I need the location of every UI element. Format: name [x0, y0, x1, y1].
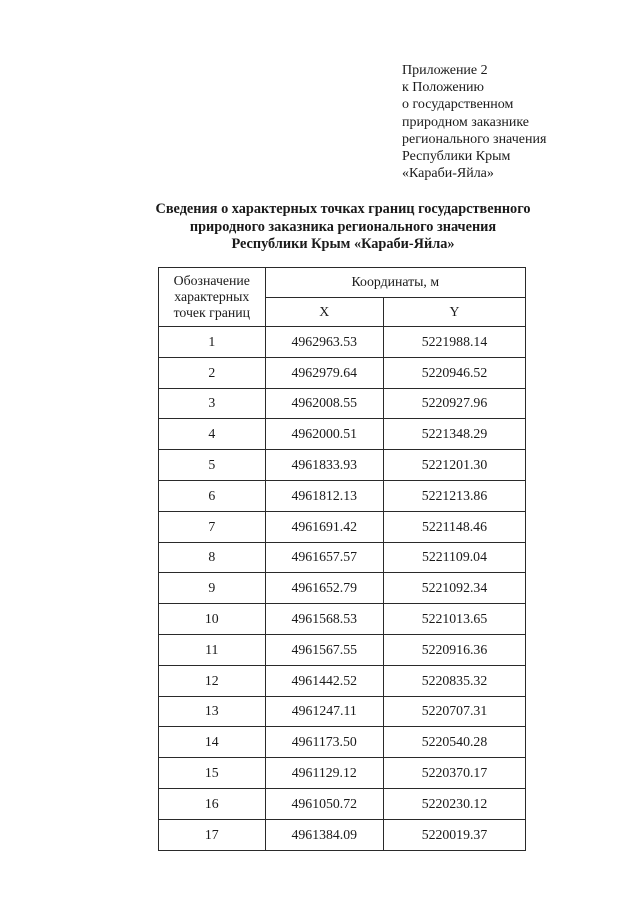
title-line: Сведения о характерных точках границ государственного: [155, 201, 531, 217]
point-number-cell: 9: [159, 573, 266, 604]
point-number-cell: 16: [159, 788, 266, 819]
x-coordinate-cell: 4961050.72: [265, 788, 383, 819]
y-coordinate-cell: 5221988.14: [383, 327, 525, 358]
x-coordinate-cell: 4961173.50: [265, 727, 383, 758]
y-coordinate-cell: 5220835.32: [383, 665, 525, 696]
y-coordinate-cell: 5221213.86: [383, 480, 525, 511]
appendix-line: природном заказнике: [402, 114, 530, 130]
x-header: X: [265, 297, 383, 327]
x-coordinate-cell: 4962008.55: [265, 388, 383, 419]
y-coordinate-cell: 5221348.29: [383, 419, 525, 450]
table-row: [159, 634, 526, 665]
appendix-line: регионального значения: [402, 131, 547, 147]
header-line: Обозначение: [173, 273, 250, 288]
point-number-cell: 13: [159, 696, 266, 727]
table-row: [159, 327, 526, 358]
table-row: [159, 573, 526, 604]
table-row: [159, 758, 526, 789]
table-row: [159, 665, 526, 696]
y-coordinate-cell: 5221092.34: [383, 573, 525, 604]
point-number-cell: 1: [159, 327, 266, 358]
table-row: [159, 604, 526, 635]
y-coordinate-cell: 5221148.46: [383, 511, 525, 542]
x-coordinate-cell: 4962979.64: [265, 357, 383, 388]
table-row: [159, 788, 526, 819]
title-line: Республики Крым «Караби-Яйла»: [231, 236, 455, 252]
x-coordinate-cell: 4961812.13: [265, 480, 383, 511]
x-coordinate-cell: 4961567.55: [265, 634, 383, 665]
point-number-cell: 6: [159, 480, 266, 511]
point-number-cell: 2: [159, 357, 266, 388]
point-number-cell: 15: [159, 758, 266, 789]
table-row: [159, 819, 526, 850]
x-coordinate-cell: 4961652.79: [265, 573, 383, 604]
x-coordinate-cell: 4962000.51: [265, 419, 383, 450]
appendix-line: к Положению: [402, 80, 485, 96]
x-coordinate-cell: 4961568.53: [265, 604, 383, 635]
table-header-row: [159, 268, 526, 298]
appendix-line: о государственном: [402, 97, 514, 113]
x-coordinate-cell: 4961247.11: [265, 696, 383, 727]
table-row: [159, 388, 526, 419]
y-coordinate-cell: 5220927.96: [383, 388, 525, 419]
table-row: [159, 511, 526, 542]
appendix-note: [402, 62, 546, 182]
y-coordinate-cell: 5221201.30: [383, 450, 525, 481]
coordinates-header: Координаты, м: [265, 268, 525, 298]
point-number-cell: 10: [159, 604, 266, 635]
table-row: [159, 419, 526, 450]
title-line: природного заказника регионального значения: [189, 218, 497, 235]
y-coordinate-cell: 5220230.12: [383, 788, 525, 819]
y-coordinate-cell: 5220916.36: [383, 634, 525, 665]
document-title: [0, 201, 640, 254]
table-row: [159, 727, 526, 758]
point-label-header: [159, 268, 266, 327]
y-coordinate-cell: 5220370.17: [383, 758, 525, 789]
y-coordinate-cell: 5220540.28: [383, 727, 525, 758]
point-number-cell: 11: [159, 634, 266, 665]
point-number-cell: 4: [159, 419, 266, 450]
y-coordinate-cell: 5220707.31: [383, 696, 525, 727]
table-row: [159, 450, 526, 481]
point-number-cell: 8: [159, 542, 266, 573]
point-number-cell: 5: [159, 450, 266, 481]
y-header: Y: [383, 297, 525, 327]
point-number-cell: 7: [159, 511, 266, 542]
x-coordinate-cell: 4961833.93: [265, 450, 383, 481]
x-coordinate-cell: 4961384.09: [265, 819, 383, 850]
table-row: [159, 542, 526, 573]
header-line: характерных: [174, 289, 250, 304]
y-coordinate-cell: 5221013.65: [383, 604, 525, 635]
point-number-cell: 12: [159, 665, 266, 696]
table-row: [159, 696, 526, 727]
table-row: [159, 480, 526, 511]
y-coordinate-cell: 5220019.37: [383, 819, 525, 850]
y-coordinate-cell: 5221109.04: [383, 542, 525, 573]
x-coordinate-cell: 4961129.12: [265, 758, 383, 789]
x-coordinate-cell: 4961442.52: [265, 665, 383, 696]
point-number-cell: 17: [159, 819, 266, 850]
x-coordinate-cell: 4961691.42: [265, 511, 383, 542]
x-coordinate-cell: 4962963.53: [265, 327, 383, 358]
header-line: точек границ: [173, 305, 251, 320]
x-coordinate-cell: 4961657.57: [265, 542, 383, 573]
appendix-line: Приложение 2: [402, 63, 488, 78]
point-number-cell: 3: [159, 388, 266, 419]
point-number-cell: 14: [159, 727, 266, 758]
y-coordinate-cell: 5220946.52: [383, 357, 525, 388]
coordinates-table: [158, 267, 526, 851]
appendix-line: Республики Крым: [402, 149, 511, 165]
table-row: [159, 357, 526, 388]
appendix-line: «Караби-Яйла»: [402, 166, 494, 182]
